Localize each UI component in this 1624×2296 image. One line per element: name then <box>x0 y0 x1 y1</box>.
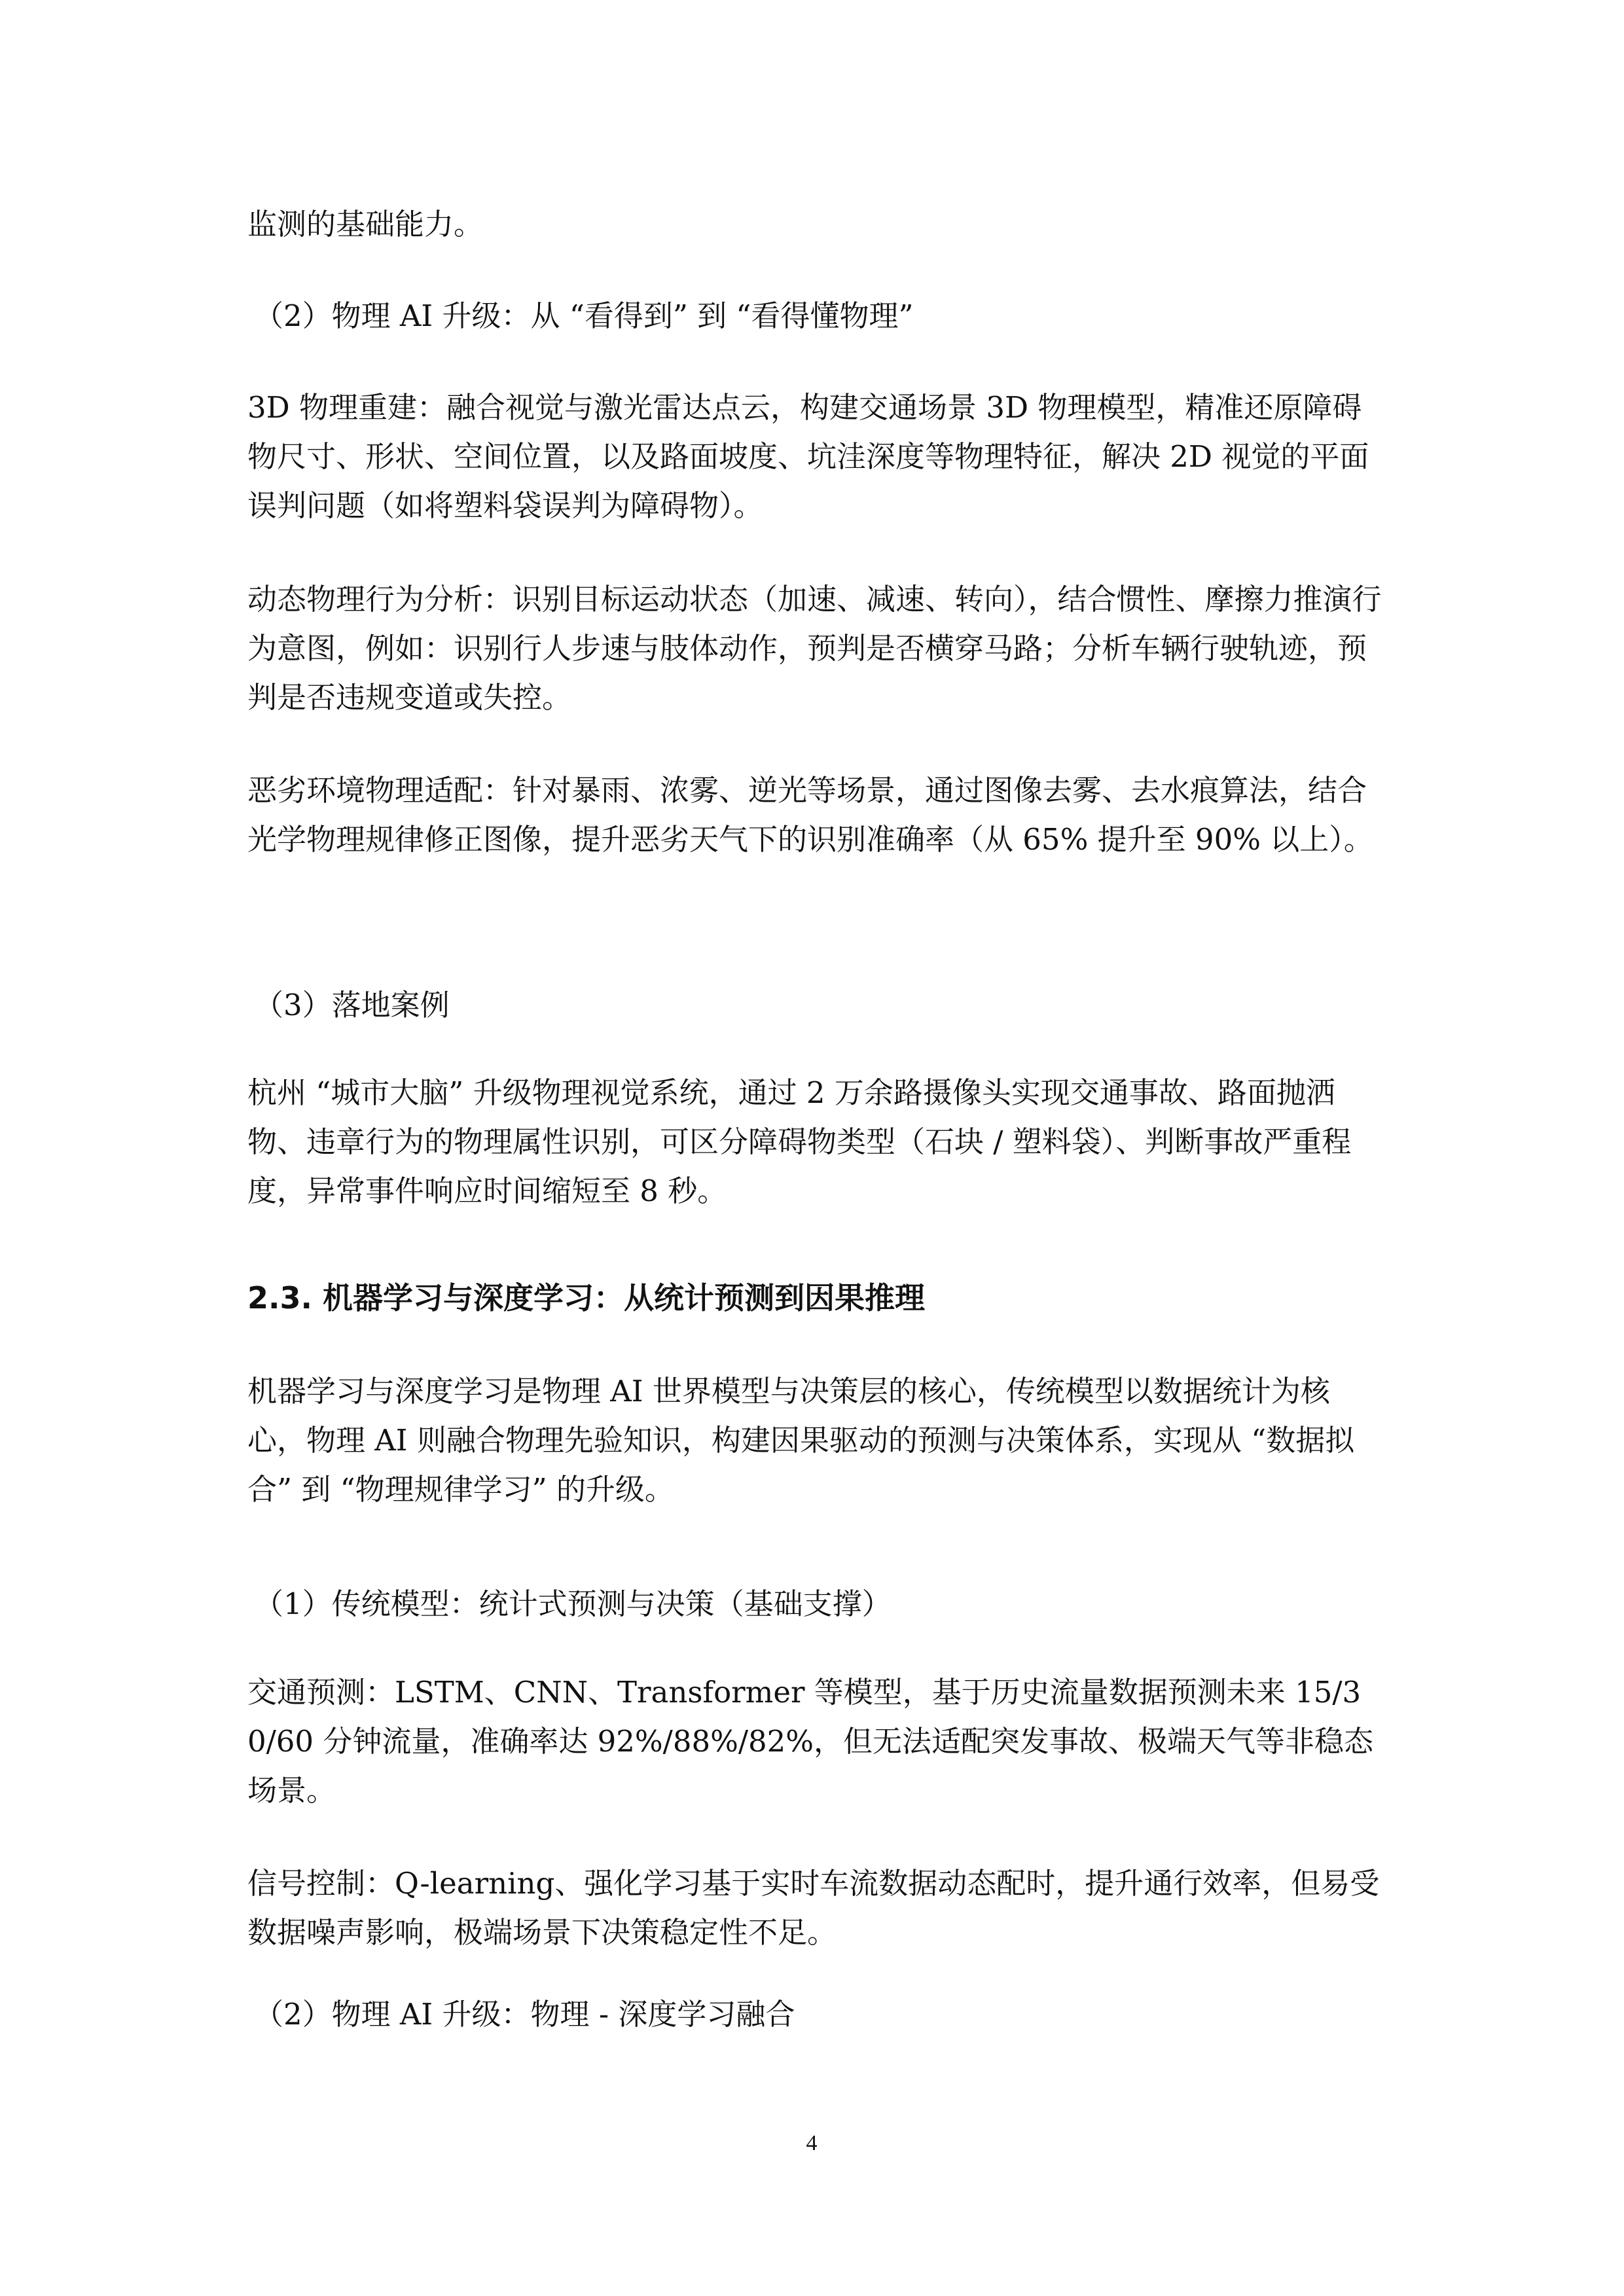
paragraph-adverse-environment: 恶劣环境物理适配：针对暴雨、浓雾、逆光等场景，通过图像去雾、去水痕算法，结合光学物理规律修正图像，提升恶劣天气下的识别准确率（从 65% 提升至 90% 以上）。 <box>247 773 1373 857</box>
paragraph-signal-control: 信号控制：Q-learning、强化学习基于实时车流数据动态配时，提升通行效率，但易受数据噪声影响，极端场景下决策稳定性不足。 <box>247 1866 1380 1950</box>
paragraph-3d-reconstruction: 3D 物理重建：融合视觉与激光雷达点云，构建交通场景 3D 物理模型，精准还原障碍物尺寸、形状、空间位置，以及路面坡度、坑洼深度等物理特征，解决 2D 视觉的平面误判问题（如将塑料袋误判为障碍物）。 <box>247 390 1369 523</box>
subheading-physics-deep-learning: （2）物理 AI 升级：物理 - 深度学习融合 <box>254 1997 795 2032</box>
paragraph-continuation: 监测的基础能力。 <box>247 207 484 242</box>
paragraph-hangzhou-case: 杭州 “城市大脑” 升级物理视觉系统，通过 2 万余路摄像头实现交通事故、路面抛洒物、违章行为的物理属性识别，可区分障碍物类型（石块 / 塑料袋）、判断事故严重程度，异常事件响应时间缩短至 8 秒。 <box>247 1075 1352 1208</box>
subheading-case-study: （3）落地案例 <box>254 988 450 1022</box>
subheading-physical-ai-upgrade: （2）物理 AI 升级：从 “看得到” 到 “看得懂物理” <box>254 298 914 333</box>
paragraph-ml-intro: 机器学习与深度学习是物理 AI 世界模型与决策层的核心，传统模型以数据统计为核心，物理 AI 则融合物理先验知识，构建因果驱动的预测与决策体系，实现从 “数据拟合” 到 “物理规律学习” 的升级。 <box>247 1374 1355 1507</box>
paragraph-traffic-prediction: 交通预测：LSTM、CNN、Transformer 等模型，基于历史流量数据预测未来 15/30/60 分钟流量，准确率达 92%/88%/82%，但无法适配突发事故、极端天气等非稳态场景。 <box>247 1675 1374 1808</box>
subheading-traditional-models: （1）传统模型：统计式预测与决策（基础支撑） <box>254 1587 892 1621</box>
paragraph-dynamic-behavior: 动态物理行为分析：识别目标运动状态（加速、减速、转向），结合惯性、摩擦力推演行为意图，例如：识别行人步速与肢体动作，预判是否横穿马路；分析车辆行驶轨迹，预判是否违规变道或失控。 <box>247 582 1382 715</box>
section-heading-2-3: 2.3. 机器学习与深度学习：从统计预测到因果推理 <box>247 1280 925 1316</box>
page-number: 4 <box>806 2131 818 2155</box>
